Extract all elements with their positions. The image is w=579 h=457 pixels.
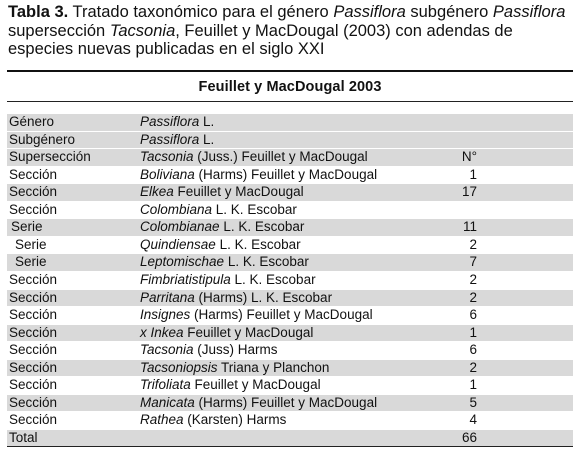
taxon-name: Tacsonia	[140, 149, 194, 165]
table-row	[7, 202, 573, 219]
table-row	[7, 412, 573, 429]
taxon-name: Colombianae	[140, 219, 220, 235]
species-count-cell: 2	[469, 271, 477, 287]
taxon-author: (Harms) L. K. Escobar	[194, 289, 333, 305]
species-count-cell: 2	[469, 359, 477, 375]
top-rule	[7, 70, 573, 72]
caption-text-1: Tratado taxonómico para el género	[68, 3, 334, 21]
taxon-author: Feuillet y MacDougal	[173, 184, 304, 200]
taxon-name: x Inkea	[140, 324, 184, 340]
taxon-author: L. K. Escobar	[230, 271, 316, 287]
taxon-author: Feuillet y MacDougal	[190, 377, 321, 393]
species-count-cell: 7	[469, 254, 477, 270]
species-count-cell: 66	[461, 429, 477, 445]
table-caption	[8, 3, 574, 59]
species-count-cell: 2	[469, 236, 477, 252]
rank-cell: Supersección	[9, 149, 91, 165]
species-count-cell: 1	[469, 324, 477, 340]
taxon-cell	[140, 342, 278, 359]
table-row	[7, 272, 573, 289]
rank-cell: Sección	[9, 324, 58, 340]
rank-cell: Sección	[9, 412, 58, 428]
taxon-author: L.	[199, 114, 215, 129]
taxon-name: Tacsonia	[140, 342, 194, 358]
taxon-name: Insignes	[140, 307, 191, 323]
species-count-cell: 4	[469, 412, 477, 428]
taxon-author: L.	[199, 131, 215, 147]
rank-cell: Sección	[9, 201, 58, 217]
rank-cell: Serie	[15, 254, 47, 270]
taxon-author: L. K. Escobar	[224, 254, 309, 270]
taxon-name: Tacsoniopsis	[140, 359, 218, 375]
species-count-cell: 17	[461, 184, 477, 200]
taxon-author: L. K. Escobar	[219, 219, 305, 235]
taxon-name: Leptomischae	[140, 254, 225, 270]
taxon-name: Quindiensae	[140, 236, 216, 252]
taxon-cell	[140, 219, 304, 236]
table-row	[7, 114, 573, 131]
species-count-cell: 1	[469, 166, 477, 182]
table-row	[7, 167, 573, 184]
taxon-author: Feuillet y MacDougal	[183, 324, 314, 340]
taxon-author: L. K. Escobar	[215, 236, 301, 252]
rank-cell: Sección	[9, 184, 58, 200]
caption-genus: Passiflora	[333, 3, 406, 21]
taxon-author: (Harms) Feuillet y MacDougal	[190, 307, 373, 323]
taxon-author: (Juss.) Feuillet y MacDougal	[193, 149, 368, 165]
rank-cell: Total	[9, 429, 38, 445]
taxon-cell	[140, 395, 377, 412]
table-row	[7, 237, 573, 254]
table-row	[7, 149, 573, 166]
table-row	[7, 395, 573, 412]
taxon-author: Triana y Planchon	[217, 359, 330, 375]
bottom-rule	[7, 446, 573, 447]
taxon-name: Passiflora	[140, 114, 200, 129]
species-count-cell: 2	[469, 289, 477, 305]
species-count-cell: 11	[462, 219, 477, 235]
taxon-cell	[140, 360, 329, 377]
caption-supersection: Tacsonia	[109, 21, 176, 40]
column-header: Feuillet y MacDougal 2003	[198, 79, 382, 95]
taxon-author: (Karsten) Harms	[183, 412, 287, 428]
taxon-name: Trifoliata	[140, 377, 191, 393]
rank-cell: Subgénero	[9, 131, 76, 147]
header-rule	[7, 101, 573, 102]
rank-cell: Sección	[9, 166, 58, 182]
taxon-cell	[140, 325, 313, 342]
taxon-name: Elkea	[140, 184, 174, 200]
caption-label: Tabla 3.	[8, 3, 69, 21]
taxon-cell	[140, 272, 316, 289]
species-count-cell: N°	[461, 149, 477, 165]
taxon-name: Colombiana	[140, 201, 213, 217]
species-count-cell: 5	[469, 394, 477, 410]
rank-cell: Sección	[9, 359, 58, 375]
rank-cell: Sección	[9, 377, 58, 393]
taxon-author: L. K. Escobar	[212, 201, 297, 217]
rank-cell: Sección	[9, 271, 58, 287]
table-row	[7, 219, 573, 236]
taxon-cell	[140, 114, 214, 131]
taxon-name: Manicata	[140, 394, 195, 410]
rank-cell: Sección	[9, 342, 58, 358]
table-row	[7, 325, 573, 342]
taxon-author: (Harms) Feuillet y MacDougal	[194, 166, 378, 182]
taxon-cell	[140, 132, 214, 149]
taxon-cell	[140, 167, 377, 184]
table-row	[7, 360, 573, 377]
rank-cell: Sección	[9, 307, 58, 323]
rank-cell: Género	[9, 114, 55, 129]
taxon-name: Boliviana	[140, 166, 195, 182]
rank-cell: Serie	[11, 219, 43, 235]
caption-subgenus: Passiflora	[492, 3, 566, 21]
table-row	[7, 307, 573, 324]
taxon-cell	[140, 290, 332, 307]
taxon-cell	[140, 254, 309, 271]
table-row	[7, 132, 573, 149]
taxon-cell	[140, 307, 373, 324]
taxon-cell	[140, 237, 301, 254]
table-row	[7, 184, 573, 201]
caption-text-3: supersección	[8, 21, 110, 40]
taxon-author: (Harms) Feuillet y MacDougal	[194, 394, 378, 410]
rank-cell: Sección	[9, 289, 58, 305]
caption-text-4: , Feuillet y MacDougal (2003) con adendas de especies nuevas publicadas en el siglo XXI	[8, 21, 513, 58]
table-row	[7, 254, 573, 271]
caption-text-2: subgénero	[405, 3, 493, 21]
rank-cell: Serie	[15, 236, 47, 252]
species-count-cell: 6	[469, 342, 477, 358]
taxon-cell	[140, 377, 321, 394]
species-count-cell: 6	[469, 307, 477, 323]
table-row	[7, 290, 573, 307]
taxon-cell	[140, 202, 297, 219]
taxon-name: Fimbriatistipula	[140, 271, 231, 287]
taxon-cell	[140, 149, 368, 166]
table-row	[7, 342, 573, 359]
table-row	[7, 430, 573, 447]
taxon-name: Rathea	[140, 412, 184, 428]
taxon-cell	[140, 412, 286, 429]
rank-cell: Sección	[9, 394, 58, 410]
taxon-name: Parritana	[140, 289, 195, 305]
species-count-cell: 1	[469, 377, 477, 393]
taxon-author: (Juss) Harms	[193, 342, 278, 358]
taxon-name: Passiflora	[140, 131, 200, 147]
table-row	[7, 377, 573, 394]
taxon-cell	[140, 184, 304, 201]
